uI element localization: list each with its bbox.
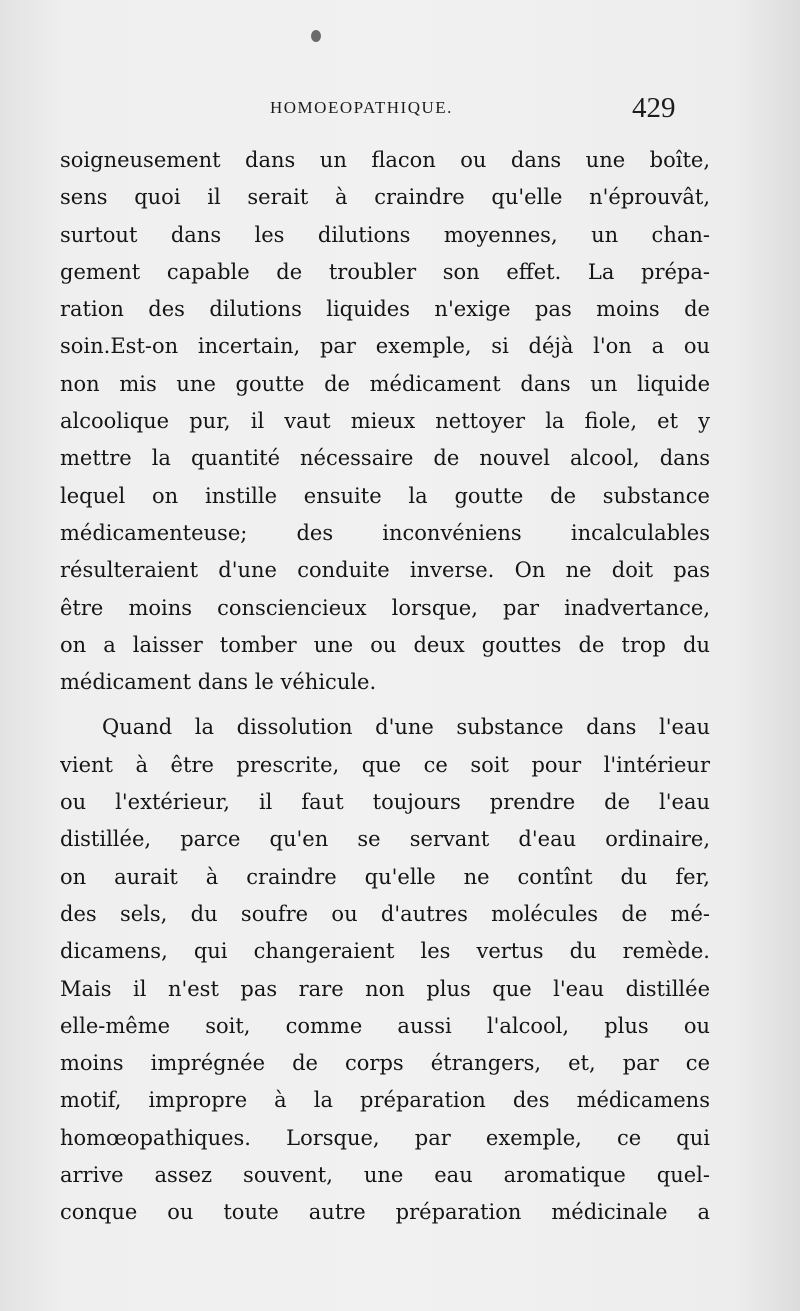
text-line: non mis une goutte de médicament dans un liquide [60,371,710,396]
text-line: on aurait à craindre qu'elle ne contînt du fer, [60,864,710,889]
paragraph-gap [60,701,710,709]
text-line: distillée, parce qu'en se servant d'eau ordinaire, [60,827,710,852]
text-line: alcoolique pur, il vaut mieux nettoyer la fiole, et y [60,409,710,434]
text-line: dicamens, qui changeraient les vertus du remède. [60,939,710,964]
text-line: on a laisser tomber une ou deux gouttes de trop du [60,632,710,657]
ink-spot [311,30,321,42]
text-line: vient à être prescrite, que ce soit pour l'intérieur [60,752,710,777]
text-line: homœopathiques. Lorsque, par exemple, ce qui [60,1125,710,1150]
text-line: médicamenteuse; des inconvéniens incalculables [60,520,710,545]
text-line: surtout dans les dilutions moyennes, un chan- [60,222,710,247]
running-title: HOMOEOPATHIQUE. [270,98,453,117]
paragraph-1 [60,142,710,701]
text-line: Quand la dissolution d'une substance dans l'eau [102,715,710,740]
text-line: gement capable de troubler son effet. La prépa- [60,259,710,284]
text-line: résulteraient d'une conduite inverse. On ne doit pas [60,558,710,583]
text-line: ration des dilutions liquides n'exige pas moins de [60,297,710,322]
text-line: ou l'extérieur, il faut toujours prendre de l'eau [60,790,710,815]
paragraph-2 [60,709,710,1231]
text-line: soin.Est-on incertain, par exemple, si déjà l'on a ou [60,334,710,359]
text-line: conque ou toute autre préparation médicinale a [60,1200,710,1225]
text-line: médicament dans le véhicule. [60,670,377,695]
page-number: 429 [632,92,676,124]
text-line: elle-même soit, comme aussi l'alcool, plus ou [60,1013,710,1038]
running-head [0,92,800,132]
body-text [60,142,710,1232]
text-line: lequel on instille ensuite la goutte de substance [60,483,710,508]
text-line: des sels, du soufre ou d'autres molécules de mé- [60,901,710,926]
text-line: soigneusement dans un flacon ou dans une boîte, [60,148,710,172]
text-line: Mais il n'est pas rare non plus que l'eau distillée [60,976,710,1001]
text-line: être moins consciencieux lorsque, par inadvertance, [60,595,710,620]
text-line: arrive assez souvent, une eau aromatique quel- [60,1163,710,1188]
text-line: moins imprégnée de corps étrangers, et, par ce [60,1051,710,1076]
text-line: motif, impropre à la préparation des médicamens [60,1088,710,1113]
text-line: sens quoi il serait à craindre qu'elle n'éprouvât, [60,185,710,210]
text-line: mettre la quantité nécessaire de nouvel alcool, dans [60,446,710,471]
